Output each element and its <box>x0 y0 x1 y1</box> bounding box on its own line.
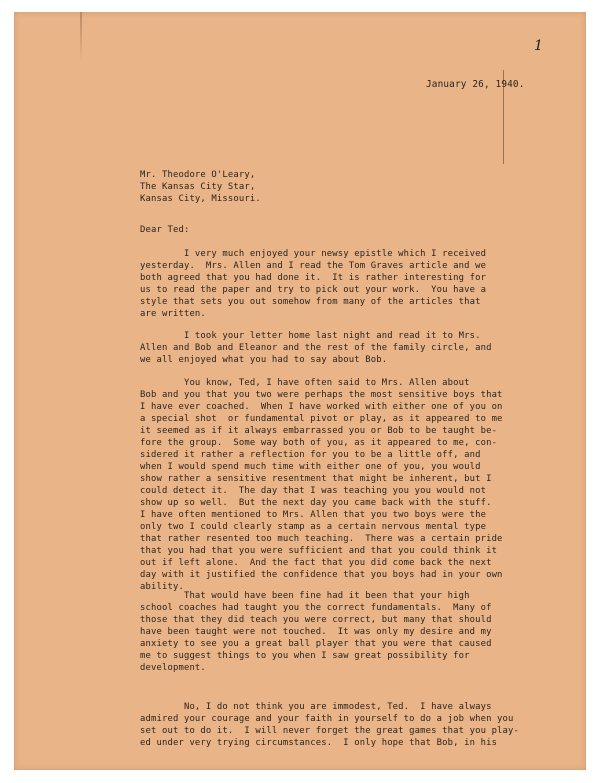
letter-body <box>14 12 586 770</box>
address-line: Kansas City, Missouri. <box>140 194 261 204</box>
text-line: when I would spend much time with either one of you, you would <box>140 462 481 472</box>
text-line: yesterday. Mrs. Allen and I read the Tom Graves article and we <box>140 261 487 271</box>
text-line: development. <box>140 663 206 673</box>
text-line: I have often mentioned to Mrs. Allen that you two boys were the <box>140 510 487 520</box>
text-line: That would have been fine had it been that your high <box>140 591 470 601</box>
text-line: could detect it. The day that I was teaching you you would not <box>140 486 487 496</box>
text-line: No, I do not think you are immodest, Ted. I have always <box>140 702 492 712</box>
text-line: ability. <box>140 582 184 592</box>
text-line: You know, Ted, I have often said to Mrs. Allen about <box>140 378 470 388</box>
text-line: those that they did teach you were correct, but many that should <box>140 615 492 625</box>
paragraph-4 <box>140 590 560 674</box>
text-line: are written. <box>140 309 206 319</box>
recipient-address <box>140 169 261 205</box>
text-line: set out to do it. I will never forget the great games that you play- <box>140 726 520 736</box>
text-line: I took your letter home last night and read it to Mrs. <box>140 331 481 341</box>
salutation: Dear Ted: <box>140 225 190 235</box>
address-line: Mr. Theodore O'Leary, <box>140 170 256 180</box>
text-line: school coaches had taught you the correct fundamentals. Many of <box>140 603 492 613</box>
text-line: show up so well. But the next day you came back with the stuff. <box>140 498 492 508</box>
text-line: a special shot or fundamental pivot or play, as it appeared to me <box>140 414 503 424</box>
text-line: that you had that you were sufficient and that you could think it <box>140 546 498 556</box>
text-line: that rather resented too much teaching. There was a certain pride <box>140 534 503 544</box>
text-line: me to suggest things to you when I saw great possibility for <box>140 651 470 661</box>
text-line: have been taught were not touched. It was only my desire and my <box>140 627 492 637</box>
text-line: ed under very trying circumstances. I only hope that Bob, in his <box>140 738 498 748</box>
handwritten-page-number: 1 <box>534 38 544 54</box>
paragraph-3 <box>140 377 560 593</box>
text-line: show rather a sensitive resentment that might be inherent, but I <box>140 474 492 484</box>
text-line: we all enjoyed what you had to say about Bob. <box>140 355 388 365</box>
letter-date: January 26, 1940. <box>426 79 525 90</box>
letter-page <box>14 12 586 770</box>
text-line: admired your courage and your faith in yourself to do a job when you <box>140 714 514 724</box>
text-line: I have ever coached. When I have worked with either one of you on <box>140 402 503 412</box>
text-line: anxiety to see you a great ball player that you were that caused <box>140 639 492 649</box>
text-line: only two I could clearly stamp as a certain nervous mental type <box>140 522 487 532</box>
text-line: Bob and you that you two were perhaps the most sensitive boys that <box>140 390 503 400</box>
address-line: The Kansas City Star, <box>140 182 256 192</box>
text-line: both agreed that you had done it. It is rather interesting for <box>140 273 487 283</box>
text-line: day with it justified the confidence that you boys had in your own <box>140 570 503 580</box>
paragraph-2 <box>140 330 560 366</box>
text-line: style that sets you out somehow from many of the articles that <box>140 297 481 307</box>
text-line: it seemed as if it always embarrassed you or Bob to be taught be- <box>140 426 498 436</box>
paragraph-1 <box>140 248 560 320</box>
paragraph-5 <box>140 701 560 749</box>
text-line: us to read the paper and try to pick out your work. You have a <box>140 285 487 295</box>
text-line: fore the group. Some way both of you, as it appeared to me, con- <box>140 438 498 448</box>
text-line: out if left alone. And the fact that you did come back the next <box>140 558 492 568</box>
text-line: sidered it rather a reflection for you to be a little off, and <box>140 450 481 460</box>
text-line: Allen and Bob and Eleanor and the rest of the family circle, and <box>140 343 492 353</box>
text-line: I very much enjoyed your newsy epistle which I received <box>140 249 487 259</box>
